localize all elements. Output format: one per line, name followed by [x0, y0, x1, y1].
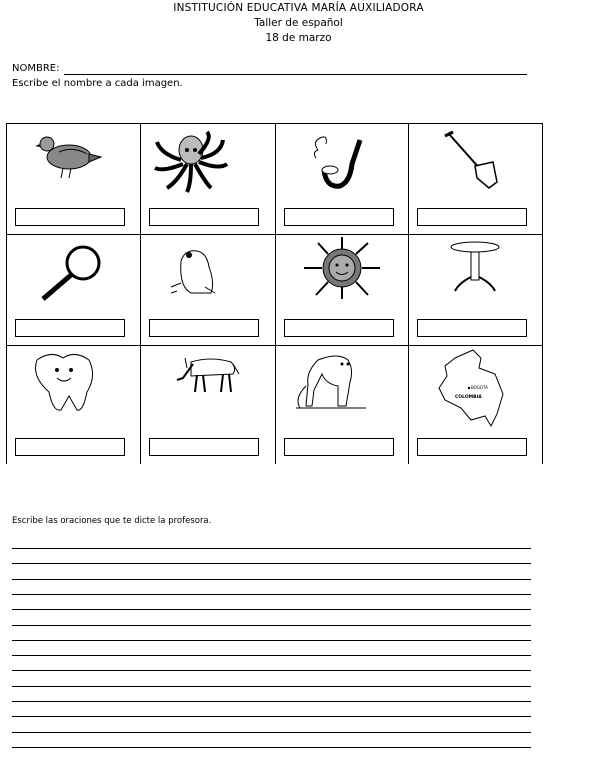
writing-line[interactable]: [12, 655, 531, 656]
frog-icon: [141, 235, 276, 315]
cell-magnifying-glass: [7, 235, 141, 346]
answer-box[interactable]: [15, 208, 125, 226]
writing-line[interactable]: [12, 732, 531, 733]
cell-shovel: [409, 124, 543, 235]
cell-pigeon: [7, 124, 141, 235]
writing-line[interactable]: [12, 701, 531, 702]
cell-donkey: [141, 346, 276, 464]
writing-line[interactable]: [12, 563, 531, 564]
writing-line[interactable]: [12, 670, 531, 671]
writing-line[interactable]: [12, 579, 531, 580]
writing-line[interactable]: [12, 625, 531, 626]
octopus-icon: [141, 124, 276, 204]
donkey-icon: [141, 346, 276, 434]
image-grid: [6, 123, 543, 464]
magnifying-glass-icon: [7, 235, 141, 315]
writing-line[interactable]: [12, 640, 531, 641]
cell-colombia-map: [409, 346, 543, 464]
worksheet-date: 18 de marzo: [265, 32, 332, 44]
answer-box[interactable]: [149, 319, 259, 337]
cell-sun: [276, 235, 409, 346]
tooth-icon: [7, 346, 141, 434]
answer-box[interactable]: [15, 438, 125, 456]
answer-box[interactable]: [417, 319, 527, 337]
shovel-icon: [409, 124, 543, 204]
instruction-images: Escribe el nombre a cada imagen.: [12, 78, 183, 89]
map-city-label: BOGOTA: [471, 385, 488, 390]
answer-box[interactable]: [284, 208, 394, 226]
answer-box[interactable]: [15, 319, 125, 337]
answer-box[interactable]: [417, 208, 527, 226]
answer-box[interactable]: [284, 438, 394, 456]
puma-icon: [276, 346, 409, 434]
school-name: INSTITUCIÓN EDUCATIVA MARÍA AUXILIADORA: [173, 2, 424, 14]
writing-line[interactable]: [12, 594, 531, 595]
answer-box[interactable]: [149, 208, 259, 226]
name-field[interactable]: [64, 74, 527, 75]
sun-icon: [276, 235, 409, 315]
answer-box[interactable]: [149, 438, 259, 456]
cell-frog: [141, 235, 276, 346]
table-icon: [409, 235, 543, 315]
pigeon-icon: [7, 124, 141, 204]
writing-line[interactable]: [12, 548, 531, 549]
cell-octopus: [141, 124, 276, 235]
cell-pipe: [276, 124, 409, 235]
map-country-label: COLOMBIA: [455, 395, 482, 400]
colombia-map-icon: [409, 346, 543, 434]
cell-tooth: [7, 346, 141, 464]
writing-line[interactable]: [12, 609, 531, 610]
pipe-icon: [276, 124, 409, 204]
cell-table: [409, 235, 543, 346]
answer-box[interactable]: [417, 438, 527, 456]
writing-line[interactable]: [12, 716, 531, 717]
answer-box[interactable]: [284, 319, 394, 337]
writing-line[interactable]: [12, 686, 531, 687]
writing-line[interactable]: [12, 747, 531, 748]
cell-puma: [276, 346, 409, 464]
name-label: NOMBRE:: [12, 63, 60, 74]
subject-title: Taller de español: [254, 17, 343, 29]
instruction-sentences: Escribe las oraciones que te dicte la profesora.: [12, 516, 212, 526]
